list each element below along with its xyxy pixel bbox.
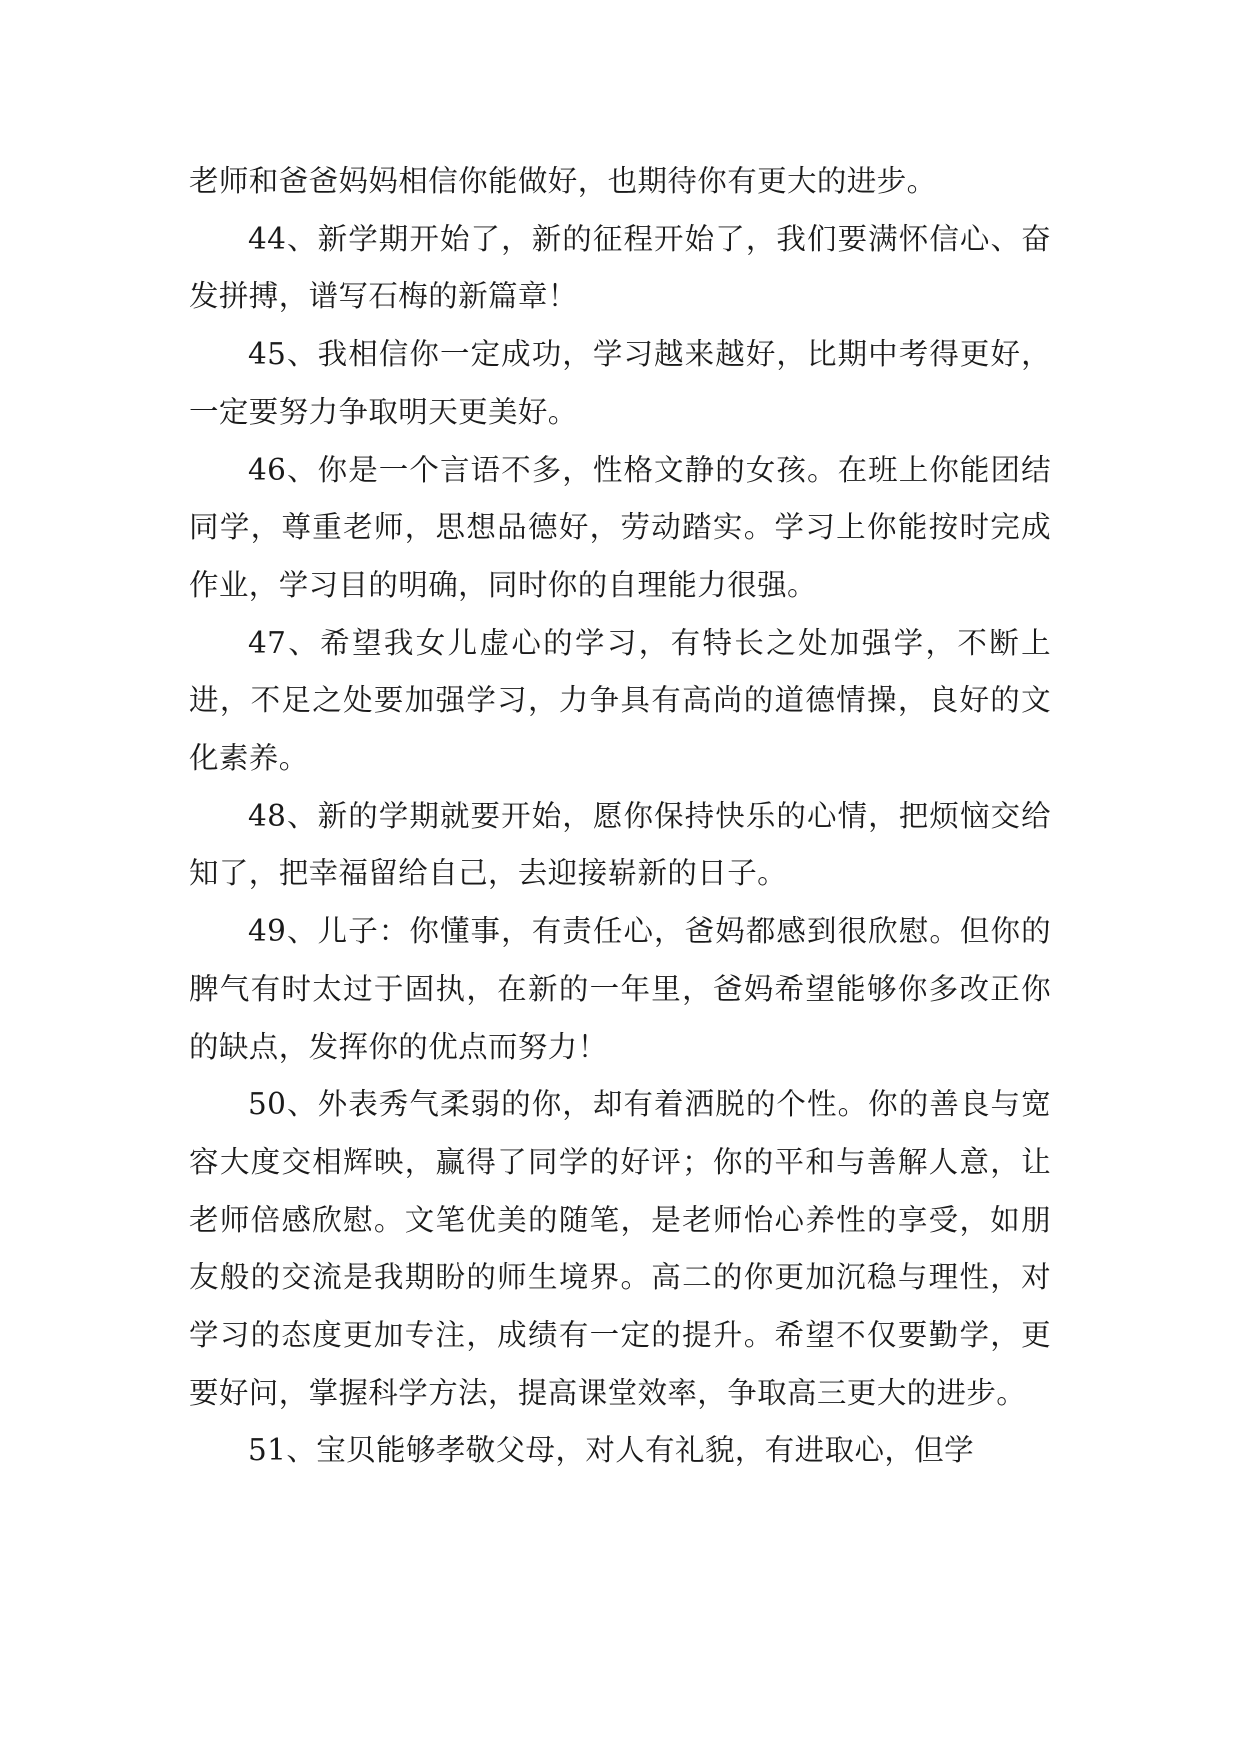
paragraph-item-44: 44、新学期开始了，新的征程开始了，我们要满怀信心、奋发拼搏，谱写石梅的新篇章！ [189,221,1051,314]
paragraph-item-47: 47、希望我女儿虚心的学习，有特长之处加强学，不断上进，不足之处要加强学习，力争具有高尚的道德情操，良好的文化素养。 [189,625,1051,776]
paragraph-item-51: 51、宝贝能够孝敬父母，对人有礼貌，有进取心，但学 [248,1433,975,1468]
paragraph-item-45: 45、我相信你一定成功，学习越来越好，比期中考得更好，一定要努力争取明天更美好。 [189,337,1051,429]
paragraph-item-46: 46、你是一个言语不多，性格文静的女孩。在班上你能团结同学，尊重老师，思想品德好，劳动踏实。学习上你能按时完成作业，学习目的明确，同时你的自理能力很强。 [189,452,1051,602]
paragraph-item-49: 49、儿子：你懂事，有责任心，爸妈都感到很欣慰。但你的脾气有时太过于固执，在新的一年里，爸妈希望能够你多改正你的缺点，发挥你的优点而努力！ [189,914,1051,1064]
paragraph-continuation: 老师和爸爸妈妈相信你能做好，也期待你有更大的进步。 [189,164,937,198]
paragraph-item-50: 50、外表秀气柔弱的你，却有着洒脱的个性。你的善良与宽容大度交相辉映，赢得了同学的好评；你的平和与善解人意，让老师倍感欣慰。文笔优美的随笔，是老师怡心养性的享受，如朋友般的交流是我期盼的师生境界。高二的你更加沉稳与理性，对学习的态度更加专注，成绩有一定的提升。希望不仅要勤学，更要好问，掌握科学方法，提高课堂效率，争取高三更大的进步。 [189,1087,1051,1410]
paragraph-item-48: 48、新的学期就要开始，愿你保持快乐的心情，把烦恼交给知了，把幸福留给自己，去迎接崭新的日子。 [189,798,1051,891]
document-body [189,153,1051,1480]
